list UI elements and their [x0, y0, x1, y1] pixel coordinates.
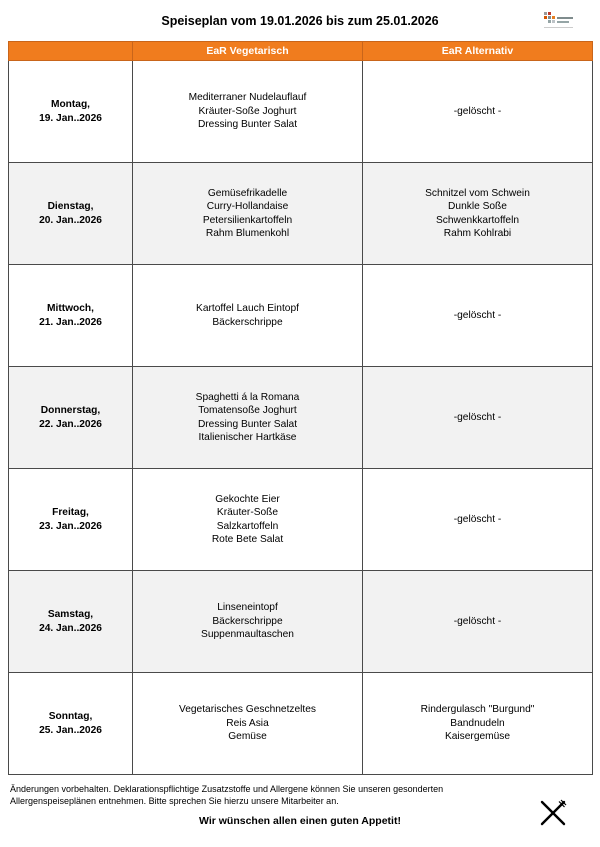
meal-item: Petersilienkartoffeln: [202, 214, 293, 226]
meal-item: Gekochte Eier: [215, 493, 280, 505]
meal-item: Bäckerschrippe: [212, 615, 283, 627]
alternative-meal-cell: [363, 673, 593, 775]
weekday-label: Sonntag,: [48, 711, 93, 722]
alternative-meal-cell: [363, 61, 593, 163]
meal-item: -gelöscht -: [453, 615, 502, 627]
meal-item: Vegetarisches Geschnetzeltes: [178, 704, 317, 716]
meal-item: Rote Bete Salat: [211, 534, 284, 545]
cutlery-icon: [538, 798, 568, 828]
alternative-meal-cell: [363, 367, 593, 469]
vegetarian-meal-cell: [133, 673, 363, 775]
alternative-meal-cell: [363, 469, 593, 571]
vegetarian-meal-cell: [133, 265, 363, 367]
meal-item: Salzkartoffeln: [216, 520, 279, 532]
meal-item: Linseneintopf: [217, 602, 278, 614]
meal-item: Rindergulasch "Burgund": [420, 704, 535, 716]
weekday-label: Dienstag,: [47, 201, 94, 212]
meal-item: Schnitzel vom Schwein: [425, 187, 530, 199]
meal-item: Kräuter-Soße: [216, 507, 279, 518]
meal-item: Italienischer Hartkäse: [198, 432, 297, 443]
vegetarian-meal-cell: [133, 571, 363, 673]
company-logo-icon: [540, 10, 576, 32]
meal-item: -gelöscht -: [453, 411, 502, 423]
meal-item: Curry-Hollandaise: [206, 201, 289, 212]
alternative-meal-cell: [363, 265, 593, 367]
weekday-label: Montag,: [50, 99, 91, 110]
day-cell: [9, 163, 133, 265]
alternative-meal-cell: [363, 163, 593, 265]
meal-item: Bandnudeln: [450, 717, 505, 729]
date-label: 24. Jan..2026: [39, 622, 102, 634]
meal-item: -gelöscht -: [453, 309, 502, 321]
meal-item: -gelöscht -: [453, 513, 502, 525]
meal-item: Mediterraner Nudelauflauf: [188, 92, 307, 104]
meal-item: Gemüsefrikadelle: [207, 187, 288, 199]
page-title: Speiseplan vom 19.01.2026 bis zum 25.01.2026: [161, 14, 439, 28]
meal-item: Reis Asia: [226, 717, 269, 729]
meal-item: Rahm Kohlrabi: [443, 228, 512, 239]
vegetarian-meal-cell: [133, 367, 363, 469]
meal-item: Dressing Bunter Salat: [197, 119, 298, 131]
meal-item: Bäckerschrippe: [212, 316, 283, 328]
table-row: [9, 367, 593, 469]
day-cell: [9, 265, 133, 367]
footer-note: Änderungen vorbehalten. Deklarationspflichtige Zusatzstoffe und Allergene können Sie unseren gesonderten Allergenspeiseplänen entnehmen. Bitte sprechen Sie hierzu unsere Mitarbeiter an.: [10, 784, 444, 806]
date-label: 25. Jan..2026: [39, 724, 102, 736]
date-label: 21. Jan..2026: [39, 316, 102, 328]
alternative-meal-cell: [363, 571, 593, 673]
table-row: [9, 265, 593, 367]
table-row: [9, 61, 593, 163]
meal-item: -gelöscht -: [453, 105, 502, 117]
meal-item: Suppenmaultaschen: [201, 629, 294, 641]
meal-item: Rahm Blumenkohl: [205, 228, 290, 239]
menu-table-body: [9, 61, 593, 775]
date-label: 20. Jan..2026: [39, 214, 102, 226]
meal-item: Kräuter-Soße Joghurt: [198, 105, 297, 117]
vegetarian-meal-cell: [133, 61, 363, 163]
meal-item: Gemüse: [228, 731, 267, 743]
meal-item: Kartoffel Lauch Eintopf: [196, 303, 299, 314]
vegetarian-meal-cell: [133, 469, 363, 571]
table-header-row: [9, 42, 593, 61]
table-row: [9, 469, 593, 571]
day-cell: [9, 367, 133, 469]
table-row: [9, 673, 593, 775]
meal-item: Schwenkkartoffeln: [435, 214, 520, 226]
date-label: 19. Jan..2026: [39, 112, 102, 124]
weekday-label: Samstag,: [47, 609, 94, 620]
vegetarian-meal-cell: [133, 163, 363, 265]
menu-table: [8, 41, 593, 775]
meal-item: Tomatensoße Joghurt: [198, 405, 297, 416]
meal-item: Spaghetti á la Romana: [195, 391, 300, 403]
column-header-vegetarian: EaR Vegetarisch: [133, 42, 363, 61]
date-label: 23. Jan..2026: [39, 520, 102, 532]
day-cell: [9, 61, 133, 163]
date-label: 22. Jan..2026: [39, 418, 102, 430]
day-cell: [9, 469, 133, 571]
day-cell: [9, 673, 133, 775]
weekday-label: Mittwoch,: [47, 303, 94, 314]
meal-item: Kaisergemüse: [444, 731, 511, 743]
table-row: [9, 163, 593, 265]
weekday-label: Freitag,: [52, 507, 89, 518]
day-cell: [9, 571, 133, 673]
weekday-label: Donnerstag,: [40, 405, 101, 416]
meal-item: Dressing Bunter Salat: [197, 418, 298, 430]
column-header-day: [9, 42, 133, 61]
meal-item: Dunkle Soße: [448, 201, 507, 212]
appetit-message: Wir wünschen allen einen guten Appetit!: [199, 815, 401, 827]
table-row: [9, 571, 593, 673]
column-header-alternative: EaR Alternativ: [363, 42, 593, 61]
